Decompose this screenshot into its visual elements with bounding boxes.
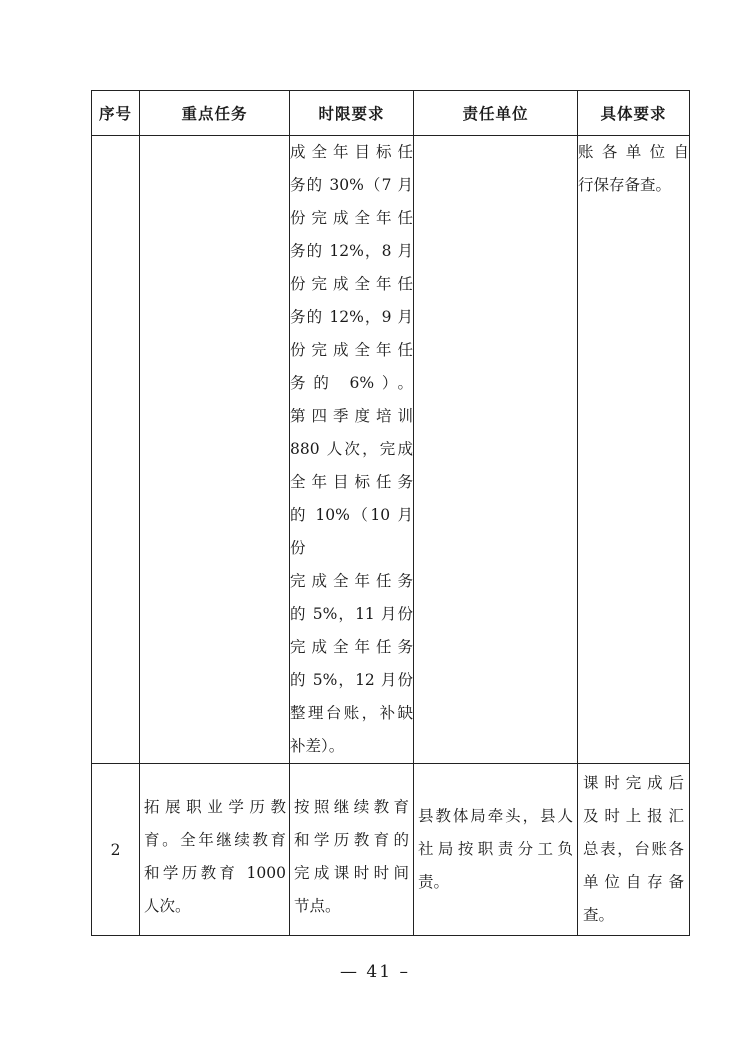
cell-line: 拓展职业学历教 <box>144 797 286 816</box>
cell-line: 单位自存备 <box>583 873 684 891</box>
row1-unit <box>414 136 578 764</box>
header-task: 重点任务 <box>140 91 290 136</box>
row2-unit <box>414 764 578 936</box>
page-number: — 41 – <box>340 962 410 982</box>
cell-line: 完成课时时间 <box>294 863 409 882</box>
cell-line: 份完成全年任 <box>290 275 413 293</box>
cell-line: 务的 6%）。 <box>290 374 413 392</box>
cell-line: 务的 30%（7 月 <box>290 176 413 194</box>
row1-task <box>140 136 290 764</box>
table-row <box>92 136 690 764</box>
cell-line: 及时上报汇 <box>583 807 684 825</box>
cell-line: 全年目标任务 <box>290 473 413 491</box>
cell-line: 查。 <box>583 906 615 924</box>
cell-line: 社局按职责分工负 <box>418 840 573 858</box>
row2-deadline <box>290 764 414 936</box>
cell-line: 880 人次，完成 <box>290 440 413 458</box>
row2-requirement <box>578 764 690 936</box>
cell-line: 整理台账，补缺 <box>290 704 413 722</box>
cell-line: 份完成全年任 <box>290 341 413 359</box>
cell-line: 成全年目标任 <box>290 143 413 161</box>
cell-line: 补差）。 <box>290 737 345 755</box>
cell-line: 行保存备查。 <box>578 176 672 194</box>
row1-requirement <box>578 136 690 764</box>
cell-line: 课时完成后 <box>583 774 684 792</box>
cell-line: 份完成全年任 <box>290 209 413 227</box>
cell-line: 务的 12%，8 月 <box>290 242 413 260</box>
table-row <box>92 764 690 936</box>
cell-line: 的 5%，12 月份 <box>290 671 413 689</box>
cell-line: 的 5%，11 月份 <box>290 605 413 623</box>
cell-line: 县教体局牵头，县人 <box>418 807 573 825</box>
cell-line: 第四季度培训 <box>290 407 413 425</box>
header-requirement: 具体要求 <box>578 91 690 136</box>
cell-line: 完成全年任务 <box>290 638 413 656</box>
table-header-row <box>92 91 690 136</box>
row2-seq: 2 <box>92 764 140 936</box>
header-deadline: 时限要求 <box>290 91 414 136</box>
row1-seq <box>92 136 140 764</box>
task-table <box>91 90 690 936</box>
cell-line: 人次。 <box>144 896 191 915</box>
cell-line: 和学历教育 1000 <box>144 863 286 882</box>
cell-line: 节点。 <box>294 896 341 915</box>
cell-line: 完成全年任务 <box>290 572 413 590</box>
cell-line: 账各单位自 <box>578 143 689 161</box>
header-seq: 序号 <box>92 91 140 136</box>
cell-line: 责。 <box>418 873 450 891</box>
cell-line: 务的 12%，9 月 <box>290 308 413 326</box>
header-unit: 责任单位 <box>414 91 578 136</box>
cell-line: 和学历教育的 <box>294 830 409 849</box>
cell-line: 总表，台账各 <box>583 840 684 858</box>
row1-deadline <box>290 136 414 764</box>
cell-line: 按照继续教育 <box>294 797 409 816</box>
row2-task <box>140 764 290 936</box>
cell-line: 育。全年继续教育 <box>144 830 286 849</box>
cell-line: 的 10%（10 月份 <box>290 506 413 557</box>
